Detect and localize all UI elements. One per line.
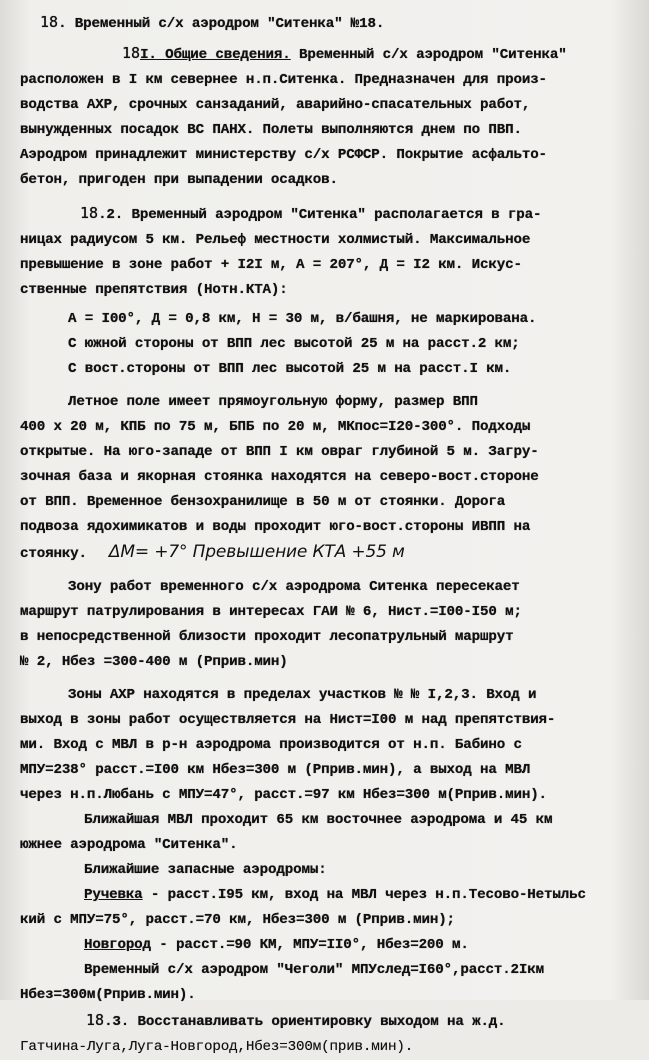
p1-title: I. Общие сведения. xyxy=(140,47,291,63)
p3-text-7: стоянку. xyxy=(20,546,87,562)
p5-line-1: Зоны АХР находятся в пределах участков № № I,2,3. Вход и xyxy=(68,687,537,703)
p2-line-3: превышение в зоне работ + I2I м, А = 207°, Д = I2 км. Искус- xyxy=(20,257,522,273)
p1-text-1: Временный с/х аэродром "Ситенка" xyxy=(290,47,567,63)
p4-line-1: Зону работ временного с/х аэродрома Ситенка пересекает xyxy=(68,579,520,595)
p5-line-2: выход в зоны работ осуществляется на Нист=I00 м над препятствия- xyxy=(20,712,556,728)
p2-text-1: .2. Временный аэродром "Ситенка" располагается в гра- xyxy=(98,207,542,223)
p9-line-2: Гатчина-Луга,Луга-Новгород,Нбез=300м(прив.мин). xyxy=(20,1039,414,1055)
p7-line-1: Ближайшие запасные аэродромы: xyxy=(84,862,327,878)
p1-line-5: Аэродром принадлежит министерству с/х РСФСР. Покрытие асфальто- xyxy=(20,147,547,163)
p5-line-3: ми. Вход с МВЛ в р-н аэродрома производится от н.п. Бабино с xyxy=(20,737,522,753)
p1-line-2: расположен в I км севернее н.п.Ситенка. Предназначен для произ- xyxy=(20,72,547,88)
p8-line-2: Нбез=300м(Рприв.мин). xyxy=(20,987,196,1003)
alternate-airfield-novgorod: Новгород xyxy=(84,937,151,953)
alternate-airfield-ruchevka: Ручевка xyxy=(84,887,143,903)
p7-line-2 xyxy=(20,883,635,908)
handwritten-note: ΔM= +7° Превышение КТА +55 м xyxy=(108,542,405,562)
p3-line-6: подвоза ядохимикатов и воды проходит юго-вост.стороны ИВПП на xyxy=(20,519,531,535)
p9-line-1 xyxy=(20,1008,635,1035)
p2-line-1 xyxy=(20,201,635,228)
p2-number: 18 xyxy=(80,204,99,222)
p8-line-1: Временный с/х аэродром "Чеголи" МПУслед=I60°,расст.2Iкм xyxy=(84,962,545,978)
p6-line-2: южнее аэродрома "Ситенка". xyxy=(20,837,238,853)
heading-text: . Временный с/х аэродром "Ситенка" №18. xyxy=(58,16,385,32)
p7-line-3: кий с МПУ=75°, расст.=70 км, Нбез=300 м (Рприв.мин); xyxy=(20,912,455,928)
p1-line-6: бетон, пригоден при выпадении осадков. xyxy=(20,172,338,188)
p3-line-1: Летное поле имеет прямоугольную форму, размер ВПП xyxy=(68,394,478,410)
p3-line-4: зочная база и якорная стоянка находятся на северо-вост.стороне xyxy=(20,469,539,485)
p3-line-3: открытые. На юго-западе от ВПП I км овраг глубиной 5 м. Загру- xyxy=(20,444,539,460)
p9-text-1: .3. Восстанавливать ориентировку выходом на ж.д. xyxy=(104,1014,506,1030)
p7-line-4 xyxy=(20,933,635,958)
p2-line-4: ственные препятствия (Нотн.КТА): xyxy=(20,282,288,298)
p2-line-7: С вост.стороны от ВПП лес высотой 25 м на расст.I км. xyxy=(68,361,512,377)
p6-line-1: Ближайшая МВЛ проходит 65 км восточнее аэродрома и 45 км xyxy=(84,812,553,828)
p3-line-5: от ВПП. Временное бензохранилище в 50 м от стоянки. Дорога xyxy=(20,494,506,510)
p4-line-4: № 2, Нбез =300-400 м (Рприв.мин) xyxy=(20,654,288,670)
document-heading xyxy=(20,10,635,37)
p1-line-1 xyxy=(20,41,635,68)
p2-line-2: ницах радиусом 5 км. Рельеф местности холмистый. Максимальное xyxy=(20,232,531,248)
p3-line-2: 400 х 20 м, КПБ по 75 м, БПБ по 20 м, МКпос=I20-300°. Подходы xyxy=(20,419,531,435)
p2-line-5: А = I00°, Д = 0,8 км, Н = 30 м, в/башня, не маркирована. xyxy=(68,311,537,327)
p5-line-5: через н.п.Любань с МПУ=47°, расст.=97 км Нбез=300 м(Рприв.мин). xyxy=(20,787,547,803)
p1-number: 18 xyxy=(122,44,141,62)
p3-line-7 xyxy=(20,540,635,567)
p9-number: 18 xyxy=(86,1011,105,1029)
p1-line-3: водства АХР, срочных санзаданий, аварийно-спасательных работ, xyxy=(20,97,531,113)
p7-text-4: - расст.=90 КМ, МПУ=II0°, Нбез=200 м. xyxy=(150,937,469,953)
p5-line-4: МПУ=238° расст.=I00 км Нбез=300 м (Рприв.мин), а выход на МВЛ xyxy=(20,762,531,778)
p4-line-2: маршрут патрулирования в интересах ГАИ № 6, Нист.=I00-I50 м; xyxy=(20,604,522,620)
p2-line-6: С южной стороны от ВПП лес высотой 25 м на расст.2 км; xyxy=(68,336,520,352)
heading-number: 18 xyxy=(40,13,59,31)
p1-line-4: вынужденных посадок ВС ПАНХ. Полеты выполняются днем по ПВП. xyxy=(20,122,522,138)
p7-text-2: - расст.I95 км, вход на МВЛ через н.п.Тесово-Нетыльс xyxy=(142,887,586,903)
p4-line-3: в непосредственной близости проходит лесопатрульный маршрут xyxy=(20,629,514,645)
